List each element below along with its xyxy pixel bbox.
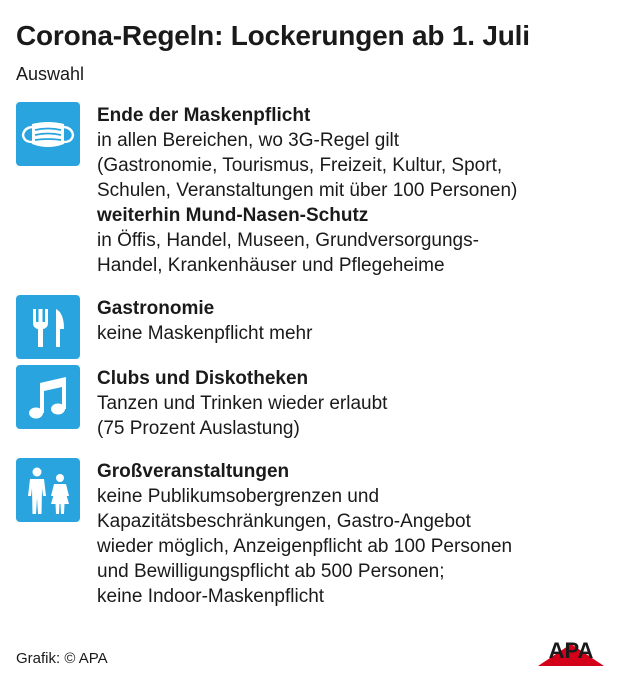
section-text: (Gastronomie, Tourismus, Freizeit, Kultur, Sport, [97, 155, 503, 176]
people-icon [16, 458, 80, 522]
section-masks [97, 103, 610, 278]
section-text: keine Maskenpflicht mehr [97, 323, 313, 344]
section-clubs [97, 366, 610, 441]
section-text: und Bewilligungspflicht ab 500 Personen; [97, 561, 445, 582]
section-heading: Clubs und Diskotheken [97, 368, 309, 389]
section-text: in allen Bereichen, wo 3G-Regel gilt [97, 130, 400, 151]
section-text: keine Publikumsobergrenzen und [97, 486, 380, 507]
logo-text: APA [548, 638, 594, 663]
section-heading: Ende der Maskenpflicht [97, 105, 311, 126]
section-text: Kapazitätsbeschränkungen, Gastro-Angebot [97, 511, 471, 532]
page-subtitle: Auswahl [16, 64, 85, 84]
music-note-icon [16, 365, 80, 429]
section-text: in Öffis, Handel, Museen, Grundversorgungs- [97, 230, 479, 251]
section-heading: Großveranstaltungen [97, 461, 290, 482]
section-large-events [97, 459, 610, 609]
section-text: Handel, Krankenhäuser und Pflegeheime [97, 255, 445, 276]
section-text: keine Indoor-Maskenpflicht [97, 586, 325, 607]
face-mask-icon [16, 102, 80, 166]
source-credit: Grafik: © APA [16, 650, 108, 667]
fork-knife-icon [16, 295, 80, 359]
section-subheading: weiterhin Mund-Nasen-Schutz [97, 205, 369, 226]
section-text: Tanzen und Trinken wieder erlaubt [97, 393, 388, 414]
section-heading: Gastronomie [97, 298, 215, 319]
section-text: Schulen, Veranstaltungen mit über 100 Personen) [97, 180, 518, 201]
section-text: (75 Prozent Auslastung) [97, 418, 300, 439]
page-title: Corona-Regeln: Lockerungen ab 1. Juli [16, 20, 530, 51]
section-gastronomy [97, 296, 610, 346]
section-text: wieder möglich, Anzeigenpflicht ab 100 Personen [97, 536, 513, 557]
apa-logo [536, 632, 606, 668]
